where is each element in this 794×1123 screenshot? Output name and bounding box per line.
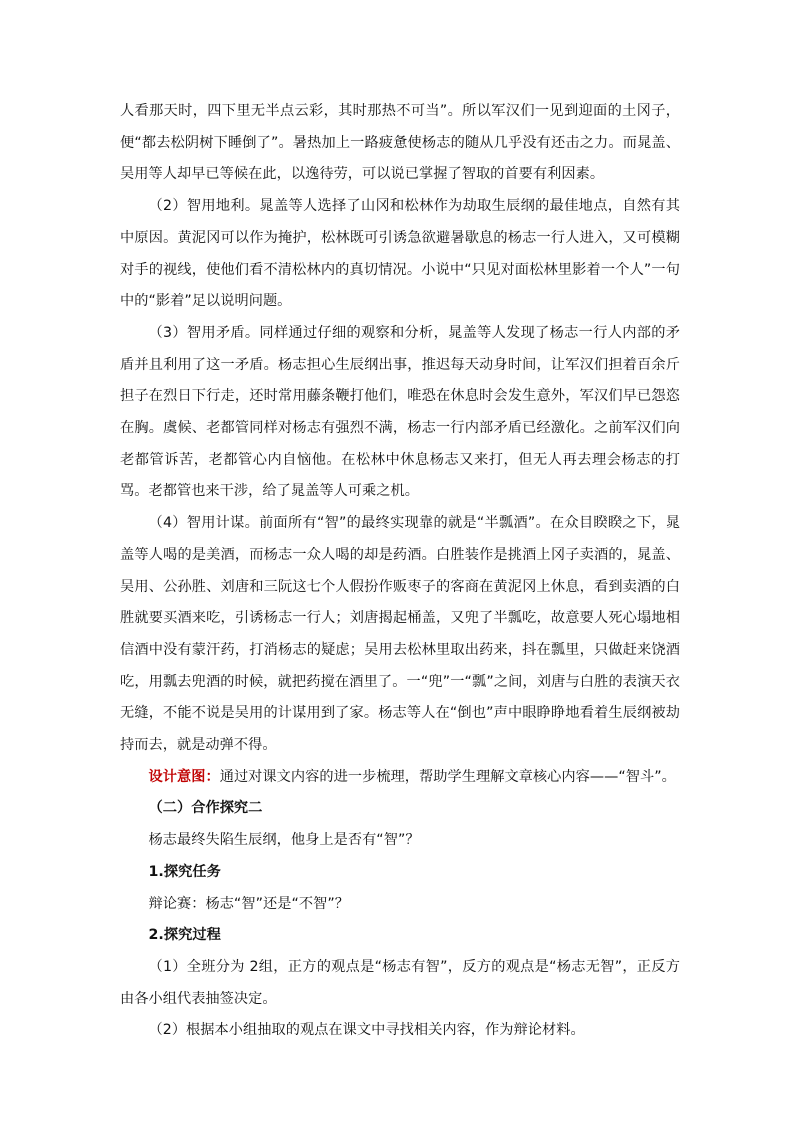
- task-text: 辩论赛：杨志“智”还是“不智”？: [148, 895, 349, 912]
- design-intent: [120, 762, 680, 794]
- paragraph-weather-advantage: 人看那天时，四下里无半点云彩，其时那热不可当”。所以军汉们一见到迎面的土冈子，便“都去松阴树下睡倒了”。暑热加上一路疲惫使杨志的随从几乎没有还击之力。而晁盖、吴用等人却早已等候在此，以逸待劳，可以说已掌握了智取的首要有利因素。: [120, 103, 680, 183]
- document-page: [120, 96, 680, 1047]
- process-heading: 2.探究过程: [148, 927, 221, 944]
- process-step-1: （1）全班分为 2组，正方的观点是“杨志有智”，反方的观点是“杨志无智”，正反方由各小组代表抽签决定。: [120, 958, 680, 1007]
- paragraph-internal-conflict: （3）智用矛盾。同样通过仔细的观察和分析，晁盖等人发现了杨志一行人内部的矛盾并且利用了这一矛盾。杨志担心生辰纲出事，推迟每天动身时间，让军汉们担着百余斤担子在烈日下行走，还时常用藤条鞭打他们，唯恐在休息时会发生意外，军汉们早已怨恣在胸。虞候、老都管同样对杨志有强烈不满，杨志一行内部矛盾已经激化。之前军汉们向老都管诉苦，老都管心内自恼他。在松林中休息杨志又来打，但无人再去理会杨志的打骂。老都管也来干涉，给了晁盖等人可乘之机。: [120, 324, 680, 500]
- task-heading: 1.探究任务: [148, 863, 221, 880]
- design-intent-text: 通过对课文内容的进一步梳理，帮助学生理解文章核心内容——“智斗”。: [219, 768, 676, 785]
- paragraph-terrain-advantage: （2）智用地利。晁盖等人选择了山冈和松林作为劫取生辰纲的最佳地点，自然有其中原因。黄泥冈可以作为掩护，松林既可引诱急欲避暑歇息的杨志一行人进入，又可模糊对手的视线，使他们看不清松林内的真切情况。小说中“只见对面松林里影着一个人”一句中的“影着”足以说明问题。: [120, 198, 680, 310]
- paragraph-strategy: （4）智用计谋。前面所有“智”的最终实现靠的就是“半瓢酒”。在众目睽睽之下，晁盖等人喝的是美酒，而杨志一众人喝的却是药酒。白胜装作是挑酒上冈子卖酒的，晁盖、吴用、公孙胜、刘唐和三阮这七个人假扮作贩枣子的客商在黄泥冈上休息，看到卖酒的白胜就要买酒来吃，引诱杨志一行人；刘唐揭起桶盖，又兜了半瓢吃，故意要人死心塌地相信酒中没有蒙汗药，打消杨志的疑虑；吴用去松林里取出药来，抖在瓢里，只做赶来饶酒吃，用瓢去兜酒的时候，就把药搅在酒里了。一“兜”一“瓢”之间，刘唐与白胜的表演天衣无缝，不能不说是吴用的计谋用到了家。杨志等人在“倒也”声中眼睁睁地看着生辰纲被劫持而去，就是动弹不得。: [120, 515, 680, 754]
- design-intent-label: 设计意图：: [148, 768, 220, 785]
- exploration-question: 杨志最终失陷生辰纲，他身上是否有“智”？: [148, 832, 420, 849]
- process-step-2: （2）根据本小组抽取的观点在课文中寻找相关内容，作为辩论材料。: [148, 1022, 585, 1039]
- section-heading: （二）合作探究二: [148, 800, 263, 817]
